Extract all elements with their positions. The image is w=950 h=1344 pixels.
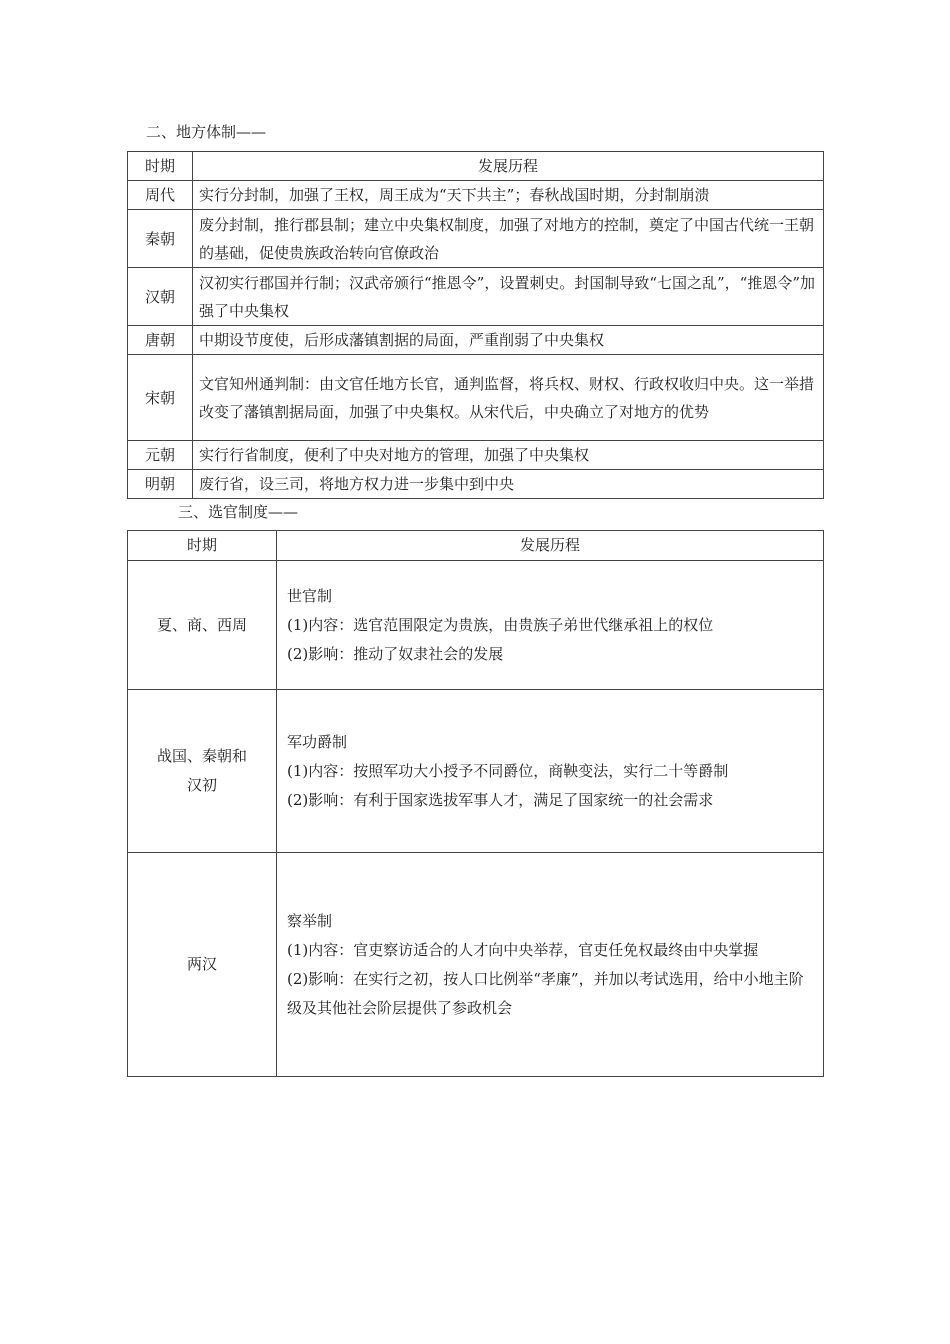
development-cell: 文官知州通判制：由文官任地方长官，通判监督，将兵权、财权、行政权收归中央。这一举措改变了藩镇割据局面，加强了中央集权。从宋代后，中央确立了对地方的优势: [193, 355, 824, 441]
content-line: (1)内容：选官范围限定为贵族，由贵族子弟世代继承祖上的权位: [287, 615, 714, 634]
period-cell: 汉朝: [128, 268, 193, 326]
header-development: 发展历程: [277, 531, 824, 561]
official-selection-table: [127, 530, 824, 1077]
development-cell: 实行分封制，加强了王权，周王成为“天下共主”；春秋战国时期，分封制崩溃: [193, 181, 824, 210]
development-cell: 废行省，设三司，将地方权力进一步集中到中央: [193, 470, 824, 499]
header-development: 发展历程: [193, 152, 824, 181]
period-cell: 秦朝: [128, 210, 193, 268]
section-heading-local-system: 二、地方体制——: [146, 123, 267, 141]
table-row: [128, 470, 824, 499]
impact-line: (2)影响：在实行之初，按人口比例举“孝廉”，并加以考试选用，给中小地主阶级及其他社会阶层提供了参政机会: [287, 969, 804, 1017]
period-cell: 夏、商、西周: [128, 561, 277, 690]
impact-line: (2)影响：有利于国家选拔军事人才，满足了国家统一的社会需求: [287, 790, 714, 809]
table-row: [128, 355, 824, 441]
table-row: [128, 326, 824, 355]
table-row: [128, 268, 824, 326]
table-header-row: [128, 531, 824, 561]
development-cell: 汉初实行郡国并行制；汉武帝颁行“推恩令”，设置刺史。封国制导致“七国之乱”，“推恩令”加强了中央集权: [193, 268, 824, 326]
development-cell: [277, 690, 824, 853]
period-cell: [128, 690, 277, 853]
period-cell: 明朝: [128, 470, 193, 499]
table-row: [128, 690, 824, 853]
development-cell: 实行行省制度，便利了中央对地方的管理，加强了中央集权: [193, 441, 824, 470]
table-row: [128, 561, 824, 690]
table-row: [128, 441, 824, 470]
period-cell: 两汉: [128, 853, 277, 1077]
table-header-row: [128, 152, 824, 181]
development-cell: [277, 853, 824, 1077]
content-line: (1)内容：官吏察访适合的人才向中央举荐，官吏任免权最终由中央掌握: [287, 940, 759, 959]
table-row: [128, 210, 824, 268]
period-cell: 宋朝: [128, 355, 193, 441]
local-system-table: [127, 151, 824, 499]
system-name: 察举制: [287, 911, 333, 930]
impact-line: (2)影响：推动了奴隶社会的发展: [287, 644, 504, 663]
system-name: 军功爵制: [287, 732, 348, 751]
header-period: 时期: [128, 531, 277, 561]
period-text: 战国、秦朝和汉初: [156, 747, 247, 794]
development-cell: [277, 561, 824, 690]
period-cell: 唐朝: [128, 326, 193, 355]
table-row: [128, 181, 824, 210]
period-cell: 元朝: [128, 441, 193, 470]
development-cell: 中期设节度使，后形成藩镇割据的局面，严重削弱了中央集权: [193, 326, 824, 355]
table-row: [128, 853, 824, 1077]
period-cell: 周代: [128, 181, 193, 210]
content-line: (1)内容：按照军功大小授予不同爵位，商鞅变法，实行二十等爵制: [287, 761, 729, 780]
system-name: 世官制: [287, 586, 333, 605]
header-period: 时期: [128, 152, 193, 181]
development-cell: 废分封制，推行郡县制；建立中央集权制度，加强了对地方的控制，奠定了中国古代统一王朝的基础，促使贵族政治转向官僚政治: [193, 210, 824, 268]
section-heading-official-selection: 三、选官制度——: [178, 503, 299, 521]
